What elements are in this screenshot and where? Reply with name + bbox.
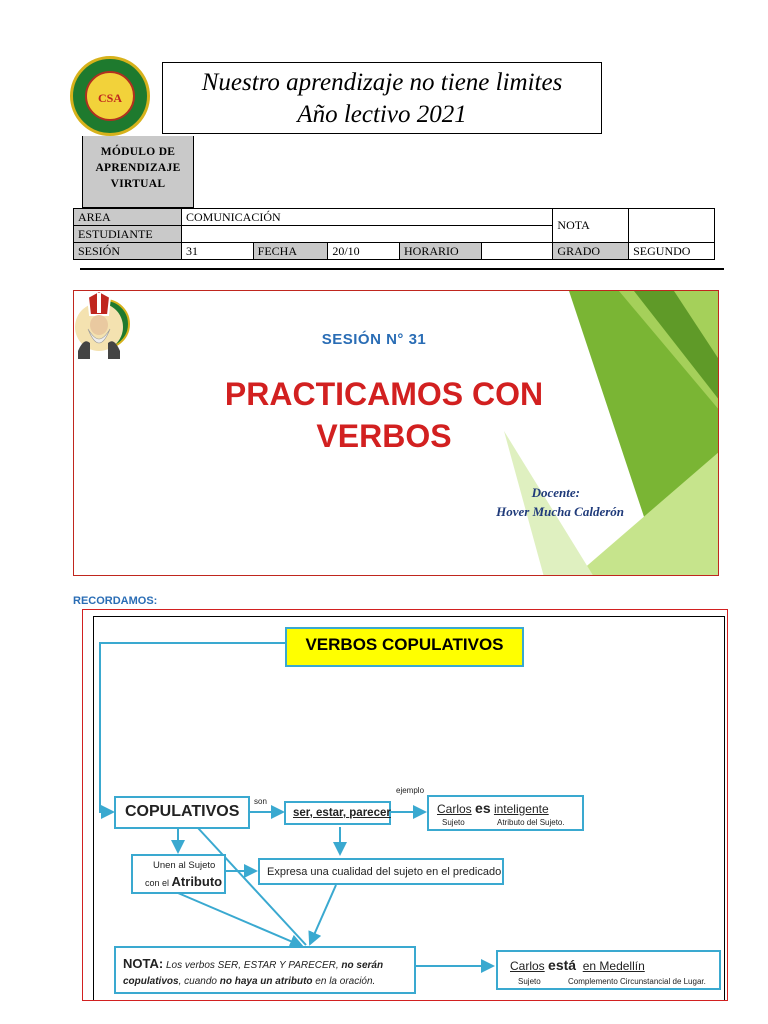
example2-sentence xyxy=(510,957,645,973)
sesion-label: SESIÓN xyxy=(74,243,182,260)
example1-sentence xyxy=(437,800,549,816)
example2-verb: está xyxy=(548,957,577,973)
example1-atributo: Atributo del Sujeto. xyxy=(497,818,565,827)
slide-title-line-2: VERBOS xyxy=(316,418,452,454)
unen-atributo: Atributo xyxy=(171,874,223,889)
expresa-text: Expresa una cualidad del sujeto en el predicado xyxy=(267,866,502,878)
verb-ser: ser xyxy=(293,807,310,819)
logo-label: CSA xyxy=(97,91,122,105)
unen-box xyxy=(131,854,226,894)
recordamos-heading: RECORDAMOS: xyxy=(73,595,158,607)
verbs-box xyxy=(284,801,391,825)
example1-box xyxy=(427,795,584,831)
nota-text-2: , cuando xyxy=(178,976,217,987)
copulativos-label: COPULATIVOS xyxy=(125,803,240,820)
example1-verb: es xyxy=(475,800,491,816)
modulo-line: VIRTUAL xyxy=(110,178,166,190)
example1-sujeto: Sujeto xyxy=(442,818,465,827)
verb-estar: estar xyxy=(316,807,343,819)
nota-bold-1: no serán xyxy=(341,960,384,971)
nota-bold-2: copulativos xyxy=(123,976,179,987)
example2-ccl: en Medellín xyxy=(582,959,645,973)
nota-text-3: en la oración. xyxy=(315,976,376,987)
unen-line-2 xyxy=(145,874,222,889)
example2-sujeto: Sujeto xyxy=(518,977,541,986)
nota-bold-3: no haya un atributo xyxy=(219,976,313,987)
nota-label: NOTA xyxy=(553,209,629,243)
nota-line-2 xyxy=(123,976,375,987)
estudiante-label: ESTUDIANTE xyxy=(74,226,182,243)
example1-attribute: inteligente xyxy=(493,802,549,816)
area-value: COMUNICACIÓN xyxy=(182,209,553,226)
nota-label: NOTA: xyxy=(123,956,164,971)
verbs-list: ser, estar, parecer xyxy=(293,807,391,819)
ejemplo-label: ejemplo xyxy=(396,786,425,795)
nota-text-1: Los verbos SER, ESTAR Y PARECER, xyxy=(165,960,339,971)
grado-value: SEGUNDO xyxy=(629,243,715,260)
fecha-value: 20/10 xyxy=(328,243,400,260)
docente-label: Docente: xyxy=(531,485,580,500)
unen-line-1: Unen al Sujeto xyxy=(153,860,216,871)
verb-parecer: parecer xyxy=(349,807,391,819)
horario-label: HORARIO xyxy=(400,243,482,260)
unen-con-el: con el xyxy=(145,878,170,888)
docente-name: Hover Mucha Calderón xyxy=(496,504,624,519)
copulativos-box xyxy=(114,796,250,829)
motto-line-2: Año lectivo 2021 xyxy=(297,101,467,128)
diagram-title-box: VERBOS COPULATIVOS xyxy=(285,627,524,667)
session-number: SESIÓN N° 31 xyxy=(321,331,427,348)
example1-subject: Carlos xyxy=(437,802,472,816)
grado-label: GRADO xyxy=(553,243,629,260)
nota-line-1 xyxy=(123,956,383,971)
modulo-line: MÓDULO DE xyxy=(100,146,176,158)
modulo-line: APRENDIZAJE xyxy=(95,162,181,174)
son-label: son xyxy=(254,797,267,806)
example2-subject: Carlos xyxy=(510,959,545,973)
area-label: AREA xyxy=(74,209,182,226)
expresa-box xyxy=(258,858,504,885)
sesion-value: 31 xyxy=(182,243,254,260)
fecha-label: FECHA xyxy=(253,243,328,260)
example2-ccl-label: Complemento Circunstancial de Lugar. xyxy=(568,977,706,986)
nota-box xyxy=(114,946,416,994)
slide-title-line-1: PRACTICAMOS CON xyxy=(224,376,544,412)
example2-box xyxy=(496,950,721,990)
motto-line-1: Nuestro aprendizaje no tiene limites xyxy=(201,69,563,96)
